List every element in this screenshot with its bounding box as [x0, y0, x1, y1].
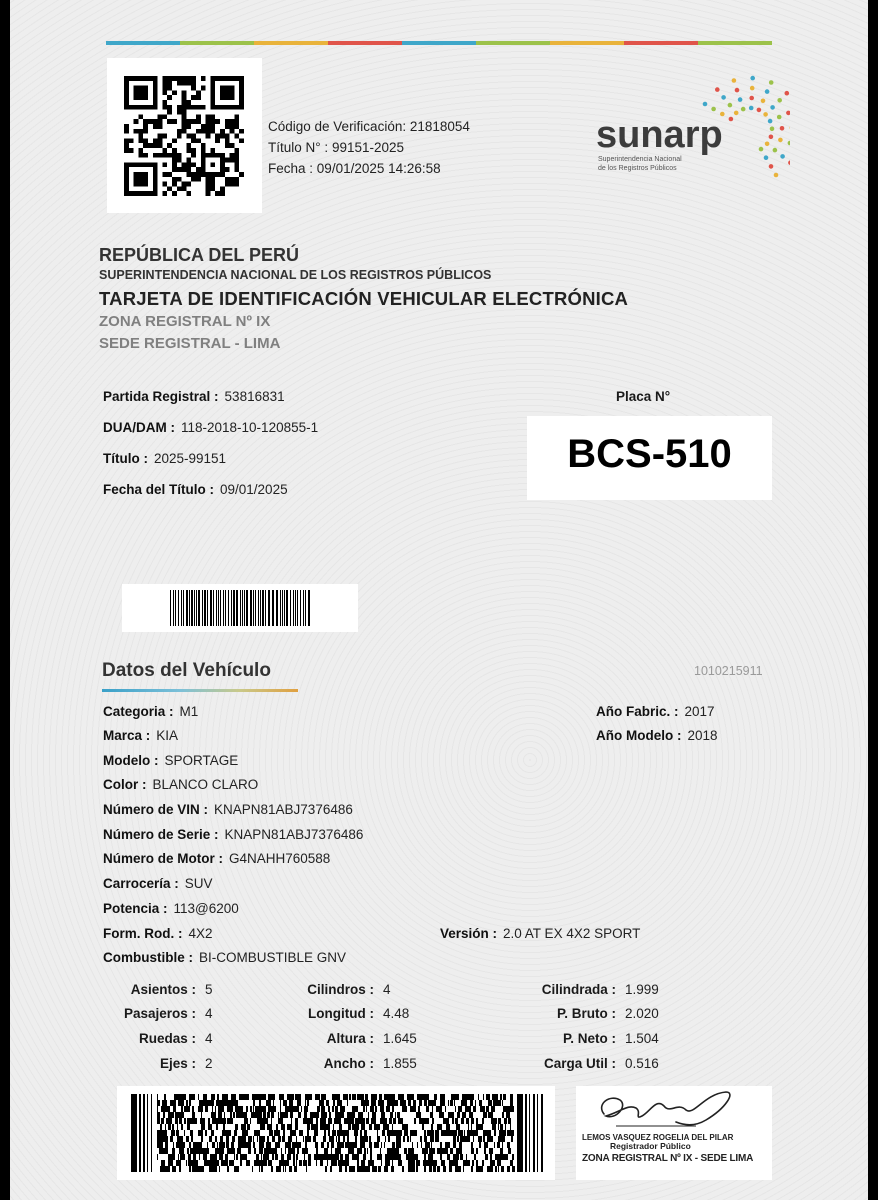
- carga-util-value: 0.516: [625, 1056, 659, 1071]
- placa-value: BCS-510: [567, 432, 732, 476]
- titulo: Título : 2025-99151: [103, 451, 227, 466]
- fecha-emision: Fecha : 09/01/2025 14:26:58: [268, 161, 441, 176]
- datos-heading: Datos del Vehículo: [102, 660, 271, 681]
- right-black-border: [868, 0, 878, 1200]
- marca: Marca : KIA: [103, 728, 179, 743]
- dua-dam: DUA/DAM : 118-2018-10-120855-1: [103, 420, 319, 435]
- numero-motor: Número de Motor : G4NAHH760588: [103, 851, 331, 866]
- longitud-label: Longitud :: [308, 1006, 374, 1021]
- carroceria: Carrocería : SUV: [103, 876, 213, 891]
- altura-value: 1.645: [383, 1031, 417, 1046]
- top-color-stripe: [106, 41, 772, 45]
- registrar-role: Registrador Público: [610, 1141, 691, 1151]
- longitud-value: 4.48: [383, 1006, 410, 1021]
- superintendencia-heading: SUPERINTENDENCIA NACIONAL DE LOS REGISTROS PÚBLICOS: [99, 268, 492, 282]
- pasajeros-value: 4: [205, 1006, 213, 1021]
- anio-fabricacion: Año Fabric. : 2017: [596, 704, 715, 719]
- form-rod: Form. Rod. : 4X2: [103, 926, 213, 941]
- codigo-verificacion: Código de Verificación: 21818054: [268, 119, 470, 134]
- cilindros-label: Cilindros :: [307, 982, 374, 997]
- left-black-border: [0, 0, 10, 1200]
- altura-label: Altura :: [326, 1031, 374, 1046]
- p-bruto-label: P. Bruto :: [556, 1006, 616, 1021]
- signature-icon: [576, 1086, 772, 1136]
- asientos-value: 5: [205, 982, 213, 997]
- ruedas-label: Ruedas :: [138, 1031, 196, 1046]
- qr-code-icon: [124, 76, 244, 196]
- placa-label: Placa N°: [616, 389, 671, 404]
- pasajeros-label: Pasajeros :: [123, 1006, 196, 1021]
- cilindros-value: 4: [383, 982, 391, 997]
- asientos-label: Asientos :: [130, 982, 196, 997]
- ancho-label: Ancho :: [323, 1056, 374, 1071]
- cilindrada-label: Cilindrada :: [541, 982, 616, 997]
- p-bruto-value: 2.020: [625, 1006, 659, 1021]
- registrar-zone: ZONA REGISTRAL Nº IX - SEDE LIMA: [582, 1153, 754, 1164]
- barcode-box: [122, 584, 358, 632]
- fecha-titulo: Fecha del Título : 09/01/2025: [103, 482, 288, 497]
- svg-text:de los Registros Públicos: de los Registros Públicos: [598, 165, 677, 172]
- republica-heading: REPÚBLICA DEL PERÚ: [99, 245, 300, 265]
- ejes-label: Ejes :: [159, 1056, 196, 1071]
- verification-info: [268, 116, 470, 179]
- titulo-numero: Título N° : 99151-2025: [268, 140, 405, 155]
- svg-text:Superintendencia Nacional: Superintendencia Nacional: [598, 156, 682, 163]
- modelo: Modelo : SPORTAGE: [103, 753, 239, 768]
- pdf417-box: [117, 1086, 555, 1180]
- svg-text:sunarp: sunarp: [596, 114, 723, 156]
- barcode-icon: [122, 584, 358, 632]
- datos-underline: [102, 689, 298, 692]
- ancho-value: 1.855: [383, 1056, 417, 1071]
- cilindrada-value: 1.999: [625, 982, 659, 997]
- sede-registral: SEDE REGISTRAL - LIMA: [99, 335, 281, 352]
- categoria: Categoria : M1: [103, 704, 199, 719]
- document-code: 1010215911: [694, 664, 763, 678]
- partida-registral: Partida Registral : 53816831: [103, 389, 285, 404]
- sunarp-logo: [590, 75, 790, 187]
- registrar-name: LEMOS VASQUEZ ROGELIA DEL PILAR: [582, 1133, 734, 1142]
- potencia: Potencia : 113@6200: [103, 901, 239, 916]
- ejes-value: 2: [205, 1056, 213, 1071]
- p-neto-value: 1.504: [625, 1031, 659, 1046]
- numero-serie: Número de Serie : KNAPN81ABJ7376486: [103, 827, 364, 842]
- version: Versión : 2.0 AT EX 4X2 SPORT: [440, 926, 641, 941]
- zona-registral: ZONA REGISTRAL Nº IX: [99, 313, 271, 330]
- pdf417-barcode-icon: [117, 1086, 555, 1180]
- anio-modelo: Año Modelo : 2018: [596, 728, 718, 743]
- p-neto-label: P. Neto :: [562, 1031, 616, 1046]
- ruedas-value: 4: [205, 1031, 213, 1046]
- tarjeta-heading: TARJETA DE IDENTIFICACIÓN VEHICULAR ELECTRÓNICA: [99, 288, 629, 309]
- color: Color : BLANCO CLARO: [103, 777, 259, 792]
- vehicle-card-page: [10, 0, 868, 1200]
- combustible: Combustible : BI-COMBUSTIBLE GNV: [103, 950, 347, 965]
- carga-util-label: Carga Util :: [543, 1056, 616, 1071]
- numero-vin: Número de VIN : KNAPN81ABJ7376486: [103, 802, 353, 817]
